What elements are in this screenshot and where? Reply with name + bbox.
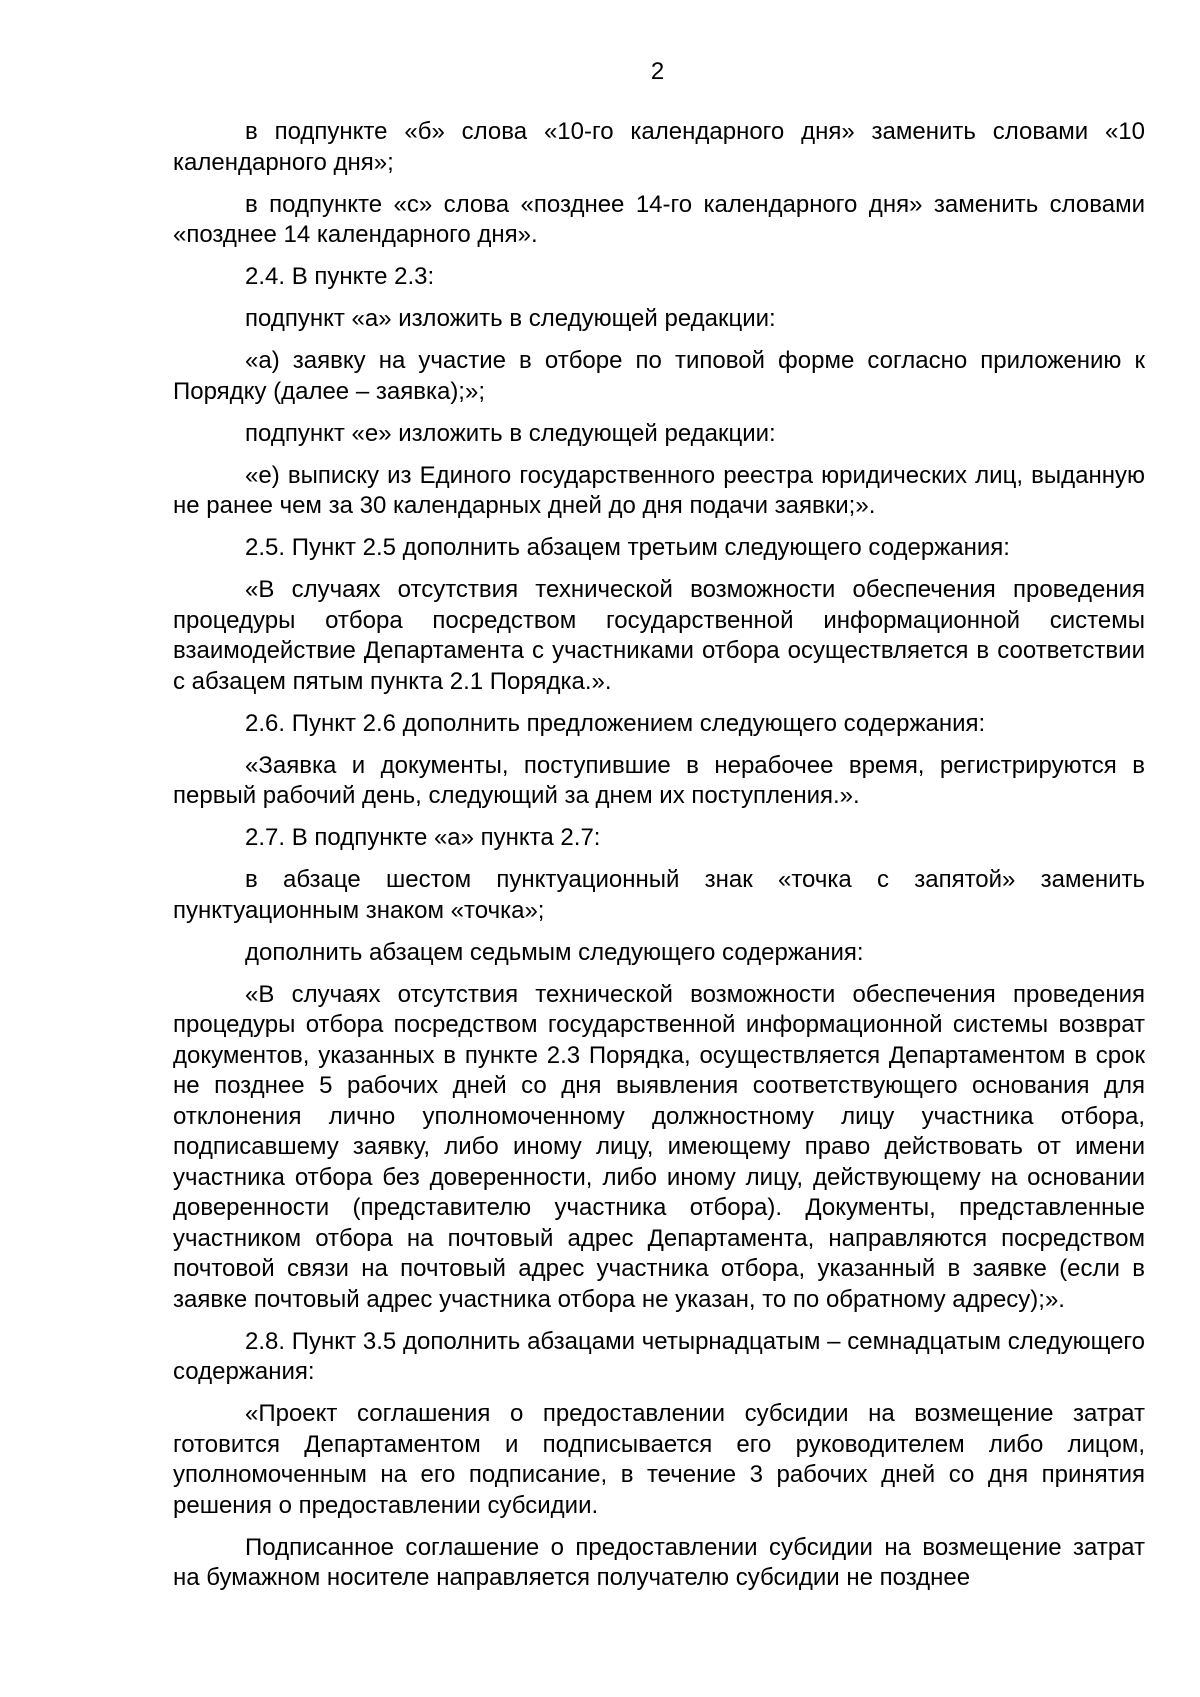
paragraph-item-2-5: 2.5. Пункт 2.5 дополнить абзацем третьим следующего содержания: [245,534,1010,561]
paragraph-item-2-5-text: «В случаях отсутствия технической возможности обеспечения проведения процедуры отбора посредством государственной информационной системы взаимодействие Департамента с участниками отбора осуществляется в соответствии с абзацем пятым пункта 2.1 Порядка.». [173,576,1145,695]
paragraph-subpoint-e-edit: подпункт «е» изложить в следующей редакции: [245,419,776,447]
paragraph-item-2-6-text: «Заявка и документы, поступившие в нерабочее время, регистрируются в первый рабочий день, следующий за днем их поступления.». [173,751,1145,809]
paragraph-item-2-6: 2.6. Пункт 2.6 дополнить предложением следующего содержания: [245,709,986,737]
paragraph-subpoint-e-text: «е) выписку из Единого государственного реестра юридических лиц, выданную не ранее чем за 30 календарных дней до дня подачи заявки;». [173,461,1145,519]
document-body [173,117,1145,1605]
paragraph-subpoint-b: в подпункте «б» слова «10-го календарного дня» заменить словами «10 календарного дня»; [173,118,1145,176]
paragraph-subpoint-a-text: «а) заявку на участие в отборе по типовой форме согласно приложению к Порядку (далее – заявка);»; [173,347,1145,405]
paragraph-item-2-7-seventh: дополнить абзацем седьмым следующего содержания: [245,938,864,966]
paragraph-item-2-7-sixth: в абзаце шестом пунктуационный знак «точка с запятой» заменить пунктуационным знаком «точка»; [173,866,1145,924]
paragraph-item-2-8: 2.8. Пункт 3.5 дополнить абзацами четырнадцатым – семнадцатым следующего содержания: [173,1327,1145,1385]
paragraph-item-2-4: 2.4. В пункте 2.3: [245,263,435,290]
paragraph-signed-agreement: Подписанное соглашение о предоставлении субсидии на возмещение затрат на бумажном носителе направляется получателю субсидии не позднее [173,1533,1145,1591]
paragraph-item-2-8-text: «Проект соглашения о предоставлении субсидии на возмещение затрат готовится Департаментом и подписывается его руководителем либо лицом, уполномоченным на его подписание, в течение 3 рабочих дней со дня принятия решения о предоставлении субсидии. [173,1400,1145,1519]
page-number: 2 [650,58,665,85]
paragraph-item-2-7: 2.7. В подпункте «а» пункта 2.7: [245,824,601,851]
paragraph-item-2-7-text: «В случаях отсутствия технической возможности обеспечения проведения процедуры отбора посредством государственной информационной системы возврат документов, указанных в пункте 2.3 Порядка, осуществляется Департаментом в срок не позднее 5 рабочих дней со дня выявления соответствующего основания для отклонения лично уполномоченному должностному лицу участника отбора, подписавшему заявку, либо иному лицу, имеющему право действовать от имени участника отбора без доверенности, либо иному лицу, действующему на основании доверенности (представителю участника отбора). Документы, представленные участником отбора на почтовый адрес Департамента, направляются посредством почтовой связи на почтовый адрес участника отбора, указанный в заявке (если в заявке почтовый адрес участника отбора не указан, то по обратному адресу);». [173,980,1145,1313]
paragraph-subpoint-c: в подпункте «с» слова «позднее 14-го календарного дня» заменить словами «позднее 14 календарного дня». [173,190,1145,248]
paragraph-subpoint-a-edit: подпункт «а» изложить в следующей редакции: [245,305,776,332]
